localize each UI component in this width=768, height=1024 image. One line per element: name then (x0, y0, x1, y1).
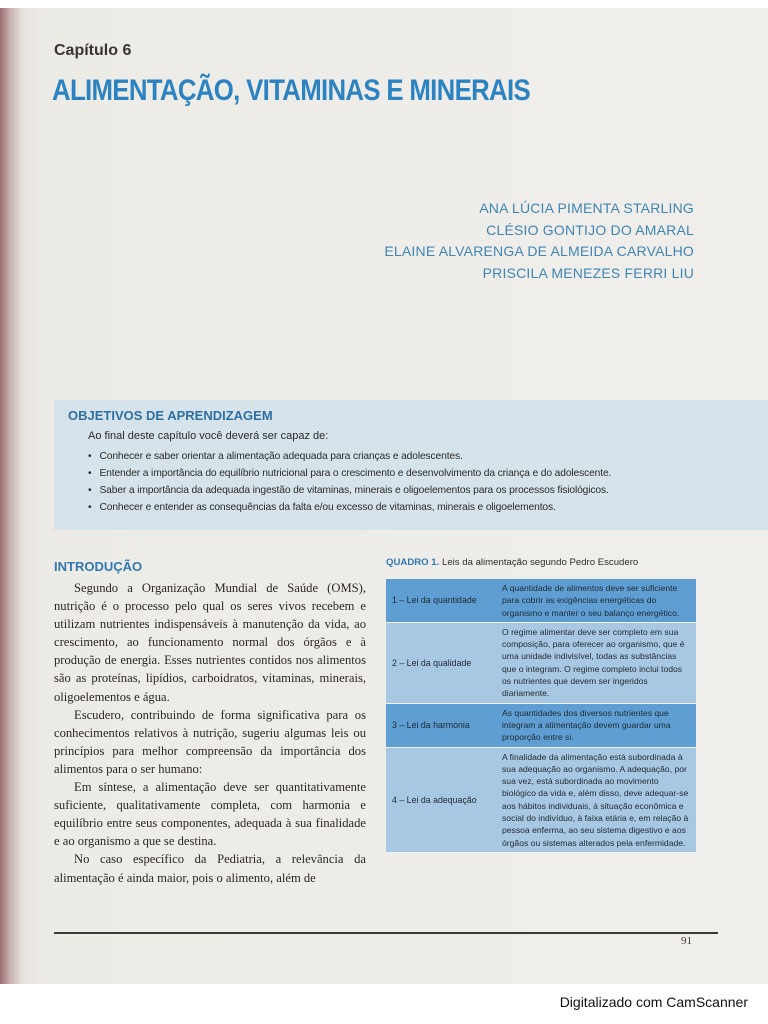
quadro-caption-text: Leis da alimentação segundo Pedro Escudero (441, 557, 639, 568)
author-list (384, 198, 694, 284)
objectives-list (88, 448, 611, 516)
body-paragraph: No caso específico da Pediatria, a relevância da alimentação é ainda maior, pois o alimento, além de (54, 852, 366, 885)
law-description: A quantidade de alimentos deve ser suficiente para cobrir as exigências energéticas do organismo e manter o seu balanço energético. (496, 579, 696, 622)
law-name: 3 – Lei da harmonia (386, 703, 496, 747)
objectives-title: OBJETIVOS DE APRENDIZAGEM (68, 408, 273, 423)
book-page (22, 8, 768, 984)
objectives-intro: Ao final deste capítulo você deverá ser capaz de: (88, 430, 329, 442)
law-description: As quantidades dos diversos nutrientes que integram a alimentação devem guardar uma proporção entre si. (496, 703, 696, 747)
objective-item: • Conhecer e entender as consequências da falta e/ou excesso de vitaminas, minerais e oligoelementos. (88, 499, 611, 516)
body-paragraph: Em síntese, a alimentação deve ser quantitativamente suficiente, qualitativamente completa, com harmonia e equilíbrio entre seus componentes, adequada à sua finalidade e ao organismo a que se destina. (54, 780, 366, 849)
law-name: 1 – Lei da quantidade (386, 579, 496, 622)
author-name: ANA LÚCIA PIMENTA STARLING (479, 200, 694, 216)
quadro-table (386, 579, 696, 853)
introduction-heading: INTRODUÇÃO (54, 559, 143, 574)
scanned-page-photo (0, 8, 768, 984)
chapter-label: Capítulo 6 (54, 42, 132, 59)
table-row (386, 579, 696, 622)
quadro-caption (386, 557, 638, 568)
learning-objectives-box (54, 400, 768, 530)
body-paragraph: Escudero, contribuindo de forma significativa para os conhecimentos relativos à nutrição, sugeriu algumas leis ou princípios para melhor compreensão da importância dos alimentos para o ser humano: (54, 707, 366, 776)
body-paragraph: Segundo a Organização Mundial de Saúde (OMS), nutrição é o processo pelo qual os seres vivos recebem e utilizam nutrientes indispensáveis à manutenção da vida, ao crescimento, ao funcionamento normal dos órgãos e à produção de energia. Esses nutrientes contidos nos alimentos são as proteínas, lipídios, carboidratos, vitaminas, minerais, oligoelementos e água. (54, 581, 366, 704)
chapter-title: ALIMENTAÇÃO, VITAMINAS E MINERAIS (52, 74, 531, 107)
scanner-watermark: Digitalizado com CamScanner (559, 994, 748, 1010)
objective-item: • Entender a importância do equilíbrio nutricional para o crescimento e desenvolvimento da criança e do adolescente. (88, 465, 611, 482)
quadro-label: QUADRO 1. (386, 557, 440, 568)
footer-rule (54, 932, 718, 934)
author-name: ELAINE ALVARENGA DE ALMEIDA CARVALHO (384, 243, 694, 259)
author-name: PRISCILA MENEZES FERRI LIU (482, 264, 694, 281)
page-number: 91 (681, 935, 692, 947)
table-row (386, 703, 696, 747)
law-description: A finalidade da alimentação está subordinada à sua adequação ao organismo. A adequação, por sua vez, está subordinada ao movimento biológico da vida e, além disso, deve adequar-se aos hábitos individuais, à situação econômica e social do indivíduo, à faixa etária e, em relação à pessoa enferma, ao seu sistema digestivo e aos órgãos ou sistemas alterados pela enfermidade. (496, 747, 696, 852)
author-name: CLÉSIO GONTIJO DO AMARAL (486, 221, 694, 238)
objective-item: • Saber a importância da adequada ingestão de vitaminas, minerais e oligoelementos para os processos fisiológicos. (88, 482, 611, 499)
table-row (386, 747, 696, 852)
law-name: 4 – Lei da adequação (386, 747, 496, 852)
objective-item: • Conhecer e saber orientar a alimentação adequada para crianças e adolescentes. (88, 448, 611, 465)
law-description: O regime alimentar deve ser completo em sua composição, para oferecer ao organismo, que é uma unidade indivisível, todas as substâncias que o integram. O regime completo inclui todos os nutrientes que devem ser ingeridos diariamente. (496, 622, 696, 703)
table-row (386, 622, 696, 703)
introduction-body (54, 579, 366, 887)
law-name: 2 – Lei da qualidade (386, 622, 496, 703)
